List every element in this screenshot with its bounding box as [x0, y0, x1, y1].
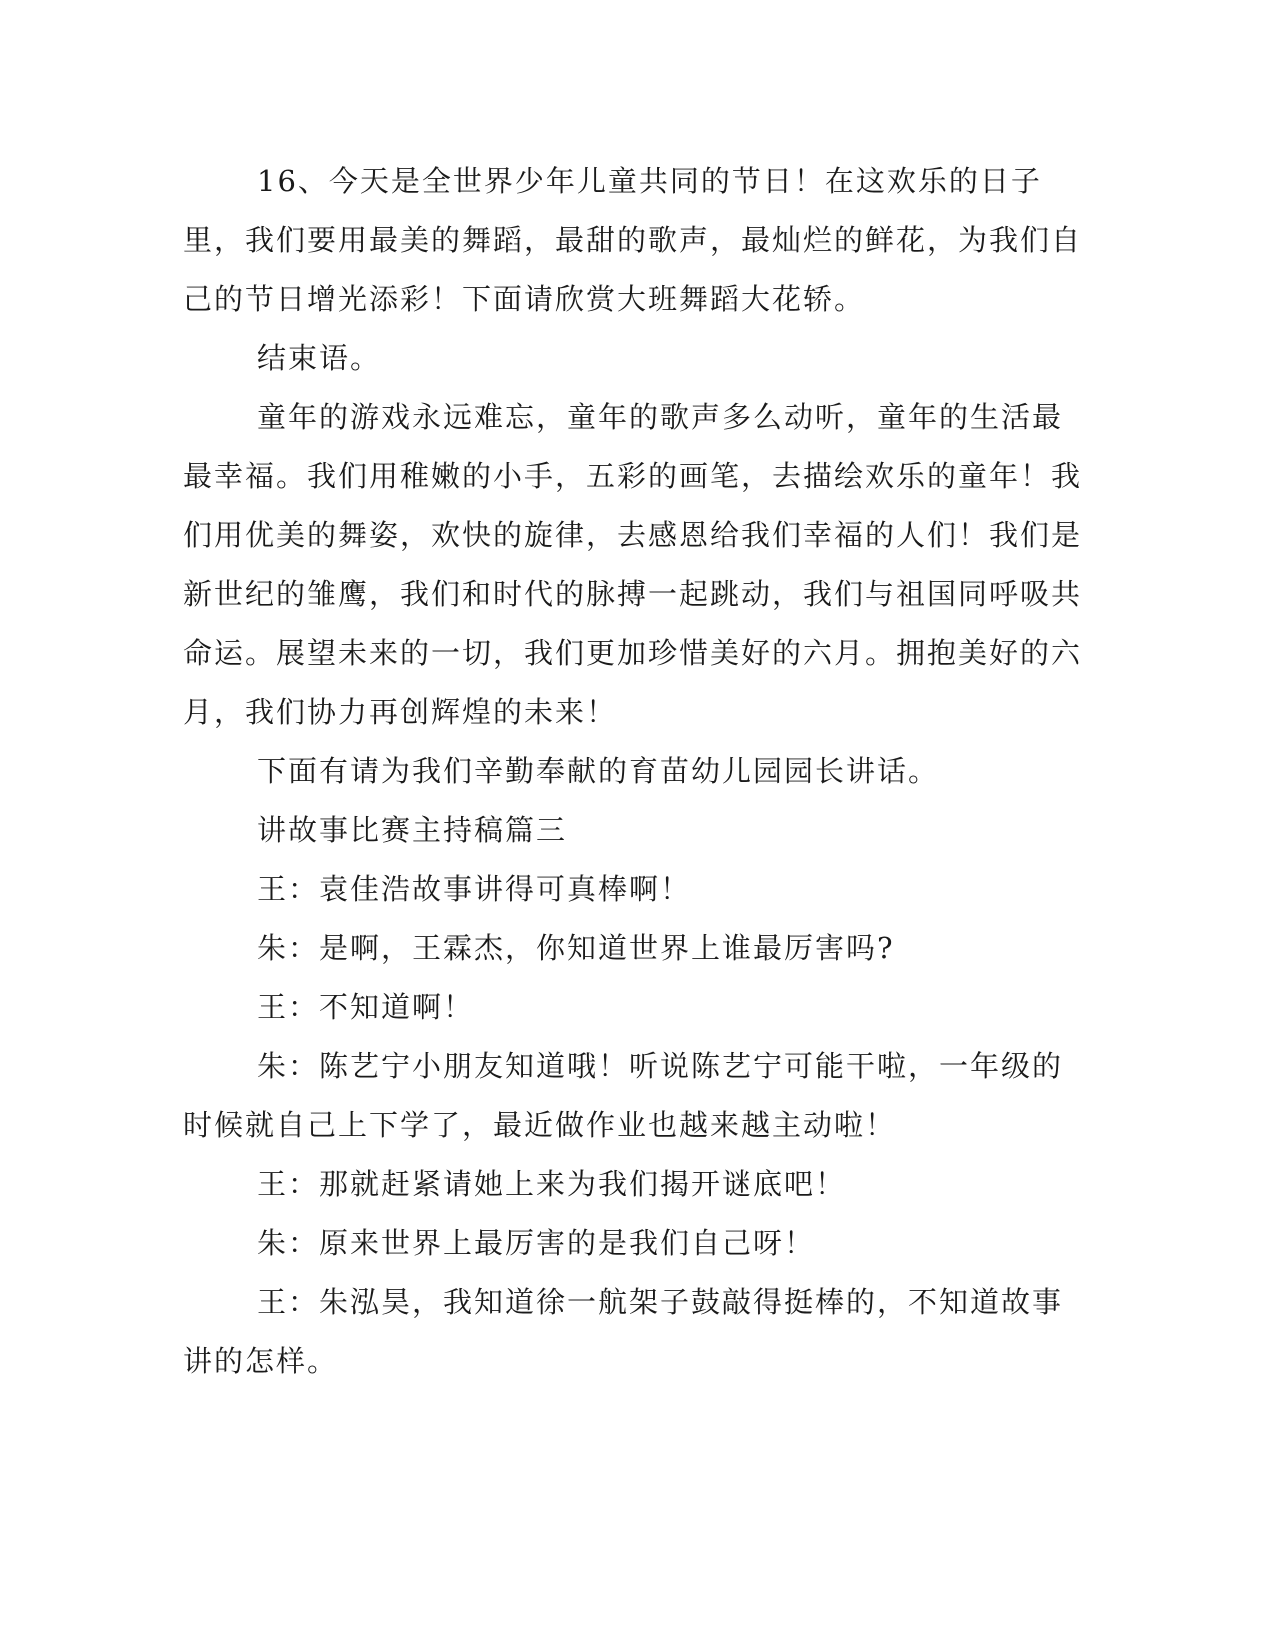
- dialogue-line: 王：袁佳浩故事讲得可真棒啊！: [257, 872, 692, 906]
- document-body: [183, 152, 1083, 1391]
- dialogue-line: 朱：是啊，王霖杰，你知道世界上谁最厉害吗?: [257, 931, 895, 965]
- paragraph: 童年的游戏永远难忘，童年的歌声多么动听，童年的生活最最幸福。我们用稚嫩的小手，五彩的画笔，去描绘欢乐的童年！我们用优美的舞姿，欢快的旋律，去感恩给我们幸福的人们！我们是新世纪的雏鹰，我们和时代的脉搏一起跳动，我们与祖国同呼吸共命运。展望未来的一切，我们更加珍惜美好的六月。拥抱美好的六月，我们协力再创辉煌的未来！: [183, 400, 1083, 729]
- dialogue-line: 王：不知道啊！: [257, 990, 475, 1024]
- dialogue-line: 王：那就赶紧请她上来为我们揭开谜底吧！: [257, 1167, 847, 1201]
- section-heading: 讲故事比赛主持稿篇三: [257, 813, 568, 847]
- dialogue-line: 朱：陈艺宁小朋友知道哦！听说陈艺宁可能干啦，一年级的时候就自己上下学了，最近做作业也越来越主动啦！: [183, 1049, 1064, 1142]
- paragraph: 结束语。: [257, 341, 382, 375]
- dialogue-line: 朱：原来世界上最厉害的是我们自己呀！: [257, 1226, 816, 1260]
- dialogue-line: 王：朱泓昊，我知道徐一航架子鼓敲得挺棒的，不知道故事讲的怎样。: [183, 1285, 1064, 1378]
- paragraph: 下面有请为我们辛勤奉献的育苗幼儿园园长讲话。: [257, 754, 940, 788]
- paragraph: 16、今天是全世界少年儿童共同的节日！在这欢乐的日子里，我们要用最美的舞蹈，最甜的歌声，最灿烂的鲜花，为我们自己的节日增光添彩！下面请欣赏大班舞蹈大花轿。: [183, 164, 1083, 316]
